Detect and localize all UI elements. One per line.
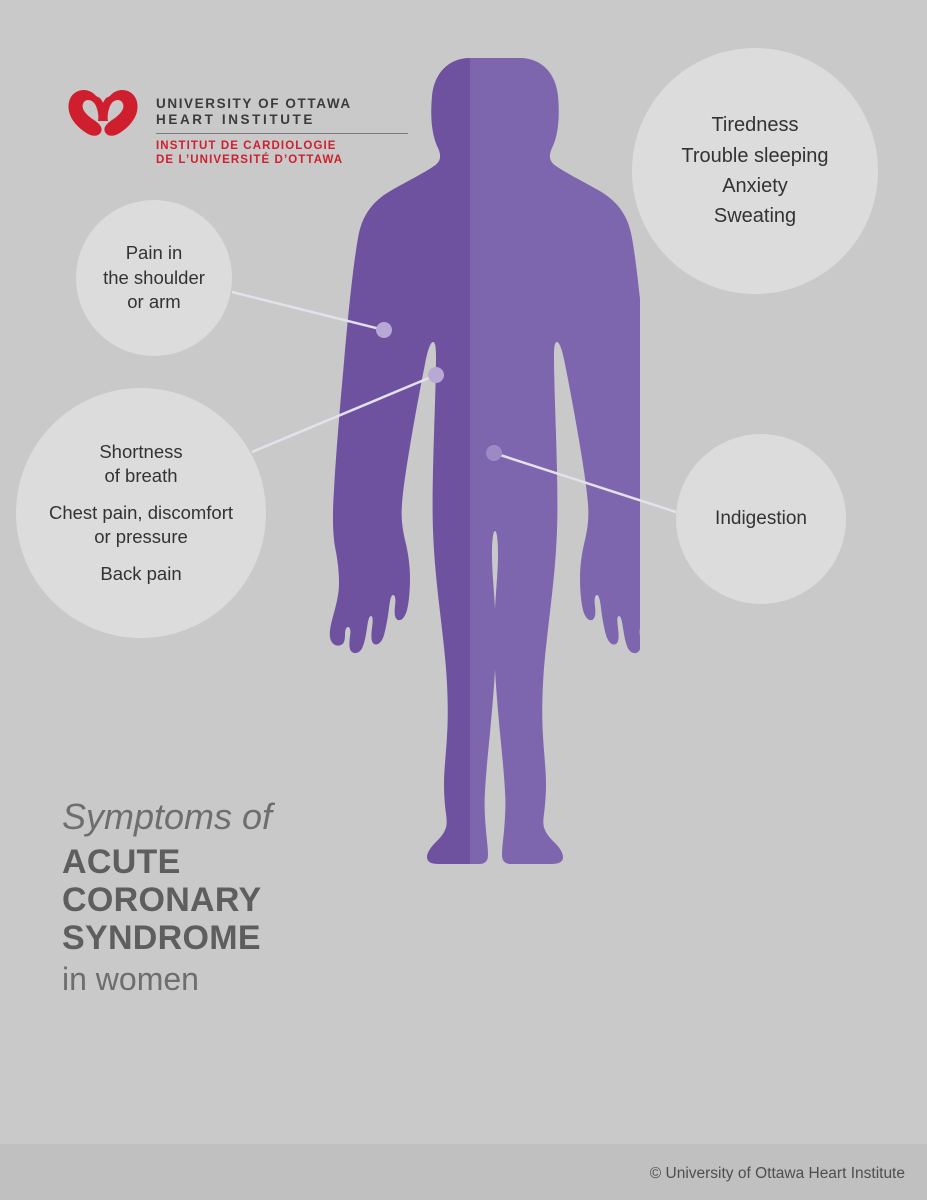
logo-line-4: DE L’UNIVERSITÉ D’OTTAWA <box>156 154 344 166</box>
title-script: Symptoms of <box>62 796 273 837</box>
callout-line: Indigestion <box>715 508 807 530</box>
heart-logo-icon <box>66 88 140 144</box>
callout-line: the shoulder <box>103 266 205 288</box>
poster-title <box>62 795 402 999</box>
callout-line: Trouble sleeping <box>681 144 829 167</box>
title-main <box>62 843 402 957</box>
logo-line-3: INSTITUT DE CARDIOLOGIE <box>156 140 337 152</box>
callout-line: Sweating <box>713 205 797 228</box>
copyright-text: © University of Ottawa Heart Institute <box>649 1165 905 1182</box>
callout-line: Tiredness <box>711 114 799 137</box>
callout-line: Anxiety <box>722 175 788 197</box>
callout-line: of breath <box>104 465 178 487</box>
logo-divider <box>156 133 408 134</box>
callout-line: or arm <box>127 291 181 313</box>
callout-line: Back pain <box>100 562 182 584</box>
logo-line-2: HEART INSTITUTE <box>156 112 315 127</box>
callout-group-chest-pain <box>49 501 233 550</box>
callout-line: Shortness <box>99 440 183 462</box>
callout-line: Pain in <box>125 242 183 264</box>
callout-line: Chest pain, discomfort <box>48 501 234 523</box>
title-subtitle: in women <box>62 961 199 997</box>
callout-line: or pressure <box>94 526 188 548</box>
logo-line-1: UNIVERSITY OF OTTAWA <box>156 96 352 111</box>
callout-chest-symptoms <box>16 388 266 638</box>
callout-group-shortness <box>99 440 182 489</box>
callout-indigestion <box>676 434 846 604</box>
title-main-line2: CORONARY <box>62 881 262 919</box>
callout-shoulder-arm-pain <box>76 200 232 356</box>
callout-general-symptoms <box>632 48 878 294</box>
title-main-line1: ACUTE <box>62 843 181 881</box>
callout-group-back-pain <box>100 562 181 586</box>
institution-logo <box>66 84 366 164</box>
title-main-line3: SYNDROME <box>62 919 261 957</box>
